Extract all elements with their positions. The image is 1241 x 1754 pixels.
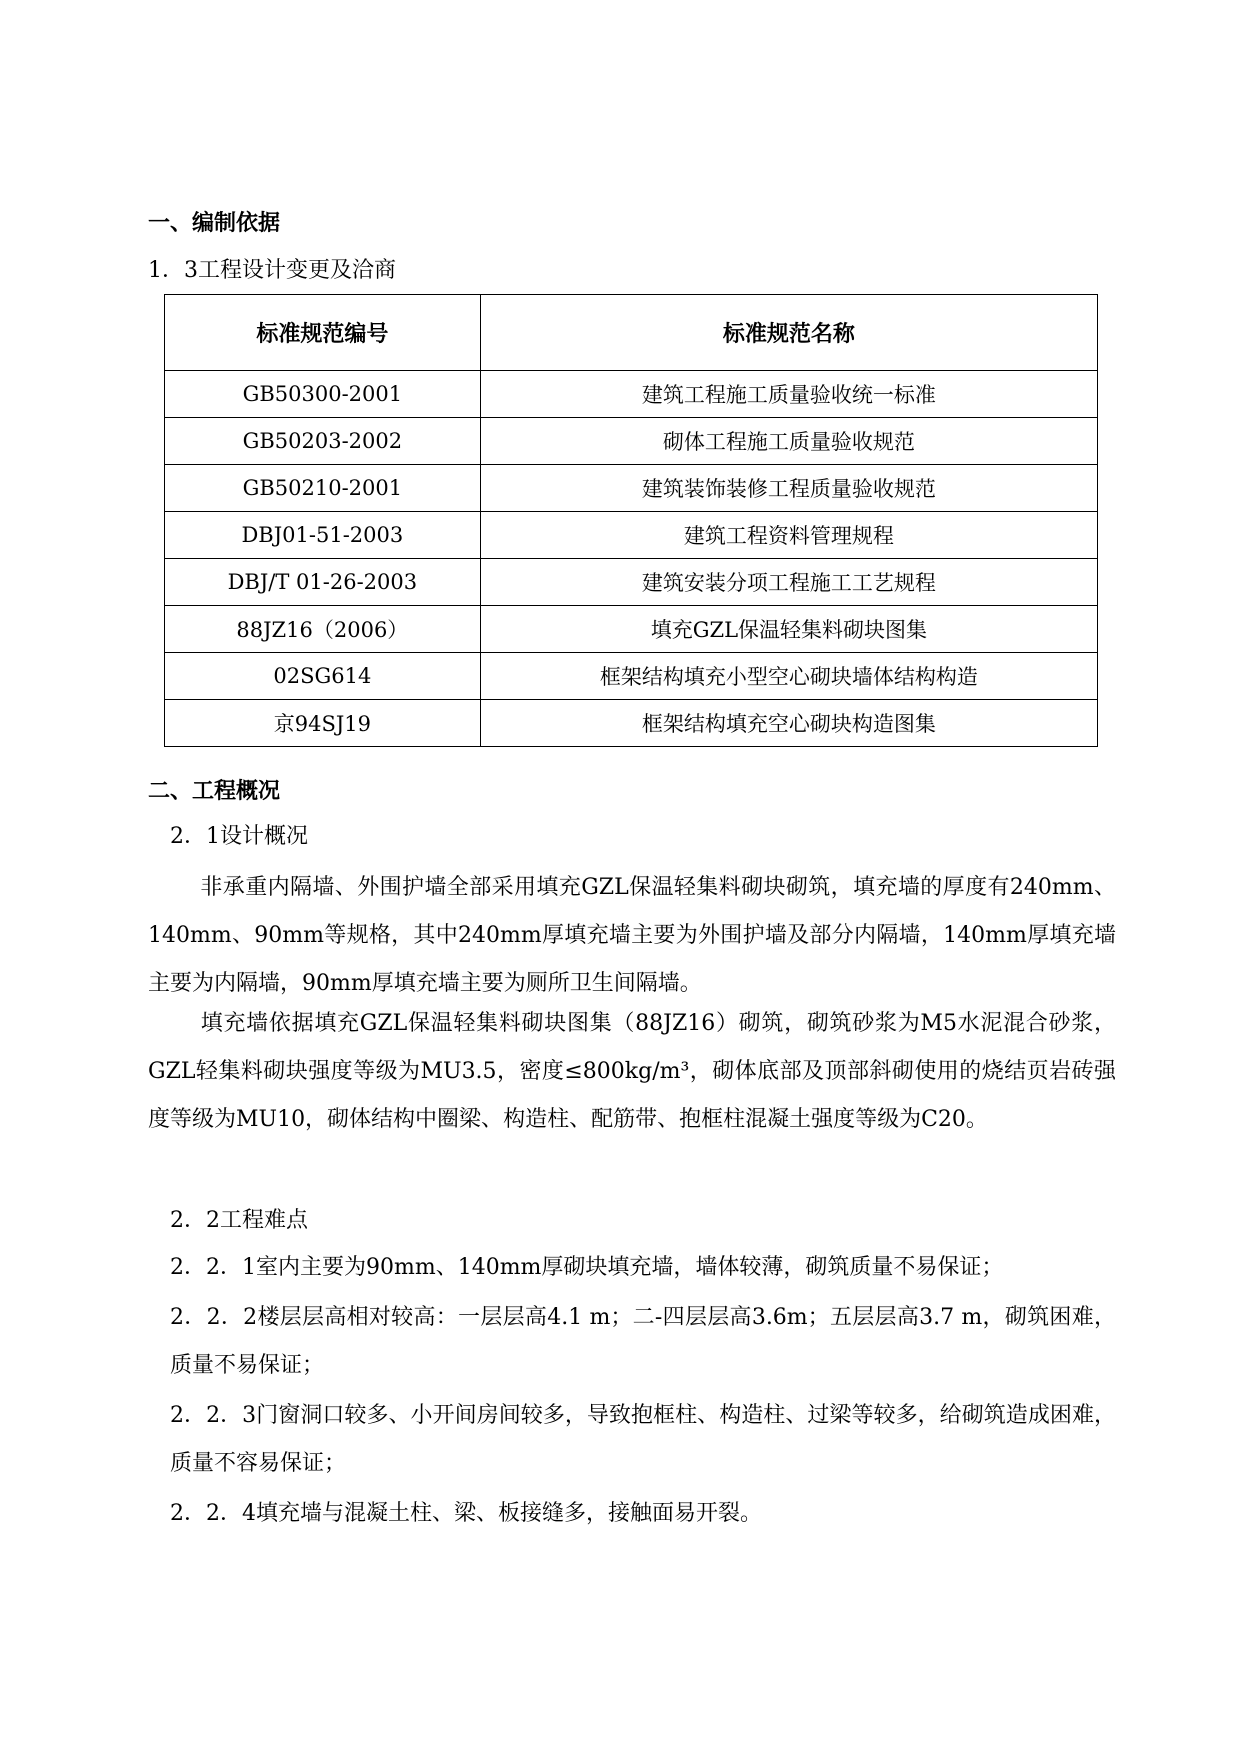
difficulty-item-2-text: 2．2．2楼层层高相对较高：一层层高4.1 m；二-四层层高3.6m；五层层高3.7 m，砌筑困难，质量不易保证； (170, 1305, 1116, 1378)
difficulty-item-1: 2．2．1室内主要为90mm、140mm厚砌块填充墙，墙体较薄，砌筑质量不易保证； (170, 1255, 1004, 1280)
standard-code: 京94SJ19 (165, 700, 481, 747)
section-heading-basis: 一、编制依据 (148, 211, 281, 236)
difficulty-item-3-text: 2．2．3门窗洞口较多、小开间房间较多，导致抱框柱、构造柱、过梁等较多，给砌筑造成困难，质量不容易保证； (170, 1403, 1116, 1476)
table-row (165, 559, 1098, 606)
standard-name: 建筑装饰装修工程质量验收规范 (480, 465, 1097, 512)
standard-code: GB50300-2001 (165, 371, 481, 418)
section-heading-overview: 二、工程概况 (148, 779, 281, 804)
standard-name: 建筑工程施工质量验收统一标准 (480, 371, 1097, 418)
difficulty-item-3 (170, 1392, 1116, 1488)
standard-code: GB50210-2001 (165, 465, 481, 512)
subheading-difficulties: 2．2工程难点 (170, 1208, 308, 1233)
subheading-design-changes: 1．3工程设计变更及洽商 (148, 258, 396, 283)
standard-name: 建筑安装分项工程施工工艺规程 (480, 559, 1097, 606)
paragraph-wall-types (148, 864, 1116, 1008)
column-header-name: 标准规范名称 (480, 295, 1097, 371)
table-row (165, 653, 1098, 700)
standard-name: 建筑工程资料管理规程 (480, 512, 1097, 559)
table-row (165, 512, 1098, 559)
table-row (165, 371, 1098, 418)
standard-code: DBJ/T 01-26-2003 (165, 559, 481, 606)
difficulty-item-2 (170, 1294, 1116, 1390)
paragraph-materials-text: 填充墙依据填充GZL保温轻集料砌块图集（88JZ16）砌筑，砌筑砂浆为M5水泥混合砂浆，GZL轻集料砌块强度等级为MU3.5，密度≤800kg/m³，砌体底部及顶部斜砌使用的烧结页岩砖强度等级为MU10，砌体结构中圈梁、构造柱、配筋带、抱框柱混凝土强度等级为C20。 (148, 1011, 1116, 1132)
standard-name: 砌体工程施工质量验收规范 (480, 418, 1097, 465)
standard-code: 88JZ16（2006） (165, 606, 481, 653)
table-row (165, 700, 1098, 747)
paragraph-materials (148, 1000, 1116, 1144)
standard-code: DBJ01-51-2003 (165, 512, 481, 559)
standard-name: 填充GZL保温轻集料砌块图集 (480, 606, 1097, 653)
subheading-design-overview: 2．1设计概况 (170, 824, 308, 849)
standard-code: GB50203-2002 (165, 418, 481, 465)
table-row (165, 606, 1098, 653)
table-header-row (165, 295, 1098, 371)
difficulty-item-4: 2．2．4填充墙与混凝土柱、梁、板接缝多，接触面易开裂。 (170, 1501, 762, 1526)
standards-table (164, 294, 1098, 747)
table-row (165, 418, 1098, 465)
standard-code: 02SG614 (165, 653, 481, 700)
standard-name: 框架结构填充小型空心砌块墙体结构构造 (480, 653, 1097, 700)
standard-name: 框架结构填充空心砌块构造图集 (480, 700, 1097, 747)
table-row (165, 465, 1098, 512)
paragraph-wall-types-text: 非承重内隔墙、外围护墙全部采用填充GZL保温轻集料砌块砌筑，填充墙的厚度有240mm、140mm、90mm等规格，其中240mm厚填充墙主要为外围护墙及部分内隔墙，140mm厚填充墙主要为内隔墙，90mm厚填充墙主要为厕所卫生间隔墙。 (148, 875, 1116, 996)
column-header-code: 标准规范编号 (165, 295, 481, 371)
